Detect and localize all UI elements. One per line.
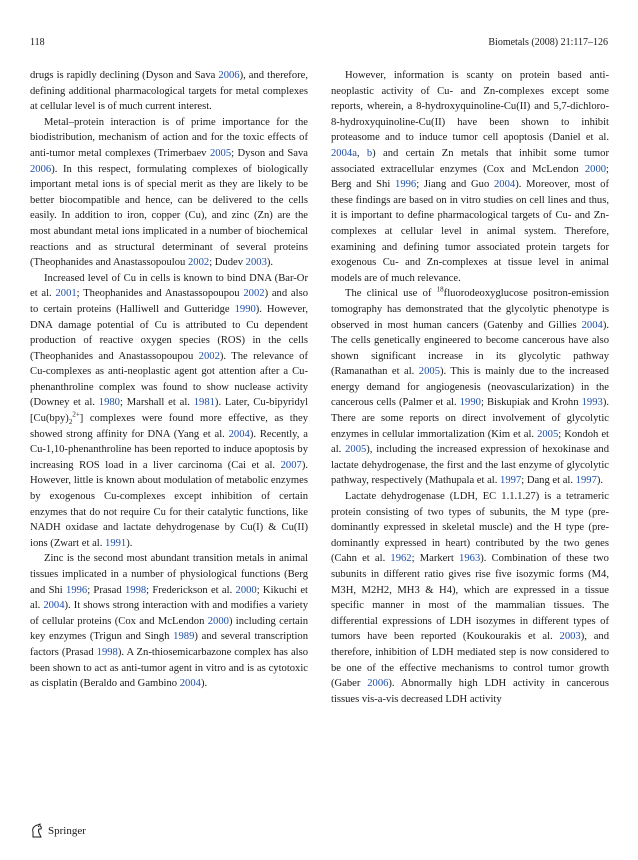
citation-link[interactable]: 2002 bbox=[243, 288, 265, 300]
page-number: 118 bbox=[30, 37, 45, 48]
citation-link[interactable]: 1989 bbox=[173, 631, 195, 643]
citation-link[interactable]: 1997 bbox=[500, 475, 522, 487]
citation-link[interactable]: 1990 bbox=[459, 397, 481, 409]
citation-link[interactable]: 2006 bbox=[218, 70, 240, 81]
citation-link[interactable]: 2000 bbox=[584, 163, 607, 175]
paragraph: Increased level of Cu in cells is known to bind DNA (Bar-Or et al. 2001; Theophanides and Anastassopoupou 2002) and also to certain proteins (Halliwell and Gutteridge 1990). However, DNA damage potential of Cu is attributed to Cu dependent production of reactive oxygen species (ROS) in the cells (Theophanides and Anastassopoupou 2002). The relevance of Cu-complexes as anti-neoplastic agent got attention after a Cu-phenanthroline complex was found to show nuclease activity (Downey et al. 1980; Marshall et al. 1981). Later, Cu-bipyridyl $[Cu(bpy)_2^{2+}]$ complexes were found more effective, as they showed strong affinity for DNA (Yang et al. 2004). Recently, a Cu-1,10-phenanthroline has been reported to induce apoptosis by increasing ROS load in a liver carcinoma (Cai et al. 2007). However, little is known about modulation of metabolic enzymes by exogenous Cu-complexes except inhibition of certain enzymes that do not require Cu for their catalytic functions, like NADH oxidase and lactate dehydrogenase by Cu(I) & Cu(II) ions (Zwart et al. 1991). bbox=[30, 272, 309, 549]
citation-link[interactable]: 2005 bbox=[345, 444, 367, 456]
citation-link[interactable]: 2002 bbox=[198, 350, 220, 362]
publisher-name: Springer bbox=[48, 825, 86, 837]
citation-link[interactable]: 2005 bbox=[209, 147, 232, 159]
springer-horse-icon bbox=[30, 823, 44, 839]
paragraph: Lactate dehydrogenase (LDH, EC 1.1.1.27) is a tetrameric protein consisting of two types of subunits, the M type (pre-dominantly expressed in skeletal muscle) and the H type (pre-dominantly expressed in heart) contributed by the two genes (Cahn et al. 1962; Markert 1963). Combination of these two subunits in different ratio gives rise five isozymic forms (M4, M3H, M2H2, MH3 & H4), which are expressed in a tissue specific manner in most of the mammalian tissues. The differential expressions of LDH isozymes in different types of tumors have been reported (Koukourakis et al. 2003), and therefore, inhibition of LDH mediated step is now considered to be one of the effective mechanisms to control tumor growth (Gaber 2006). Abnormally high LDH activity in cancerous tissues vis-a-vis decreased LDH activity bbox=[331, 491, 609, 705]
left-column bbox=[30, 68, 308, 692]
citation-link[interactable]: 2005 bbox=[537, 428, 559, 440]
journal-reference: Biometals (2008) 21:117–126 bbox=[488, 37, 608, 48]
citation-link[interactable]: 2004 bbox=[494, 179, 516, 191]
citation-link[interactable]: 1981 bbox=[193, 397, 215, 409]
citation-link[interactable]: 2004 bbox=[179, 678, 201, 690]
subscript: 2 bbox=[68, 418, 73, 427]
citation-link[interactable]: 2003 bbox=[245, 257, 267, 269]
citation-link[interactable]: 2002 bbox=[188, 257, 210, 269]
citation-link[interactable]: 2006 bbox=[30, 163, 52, 175]
citation-link[interactable]: 2004a bbox=[331, 147, 357, 159]
paragraph: However, information is scanty on protein based anti-neoplastic activity of Cu- and Zn-complexes except some reports, wherein, a 8-hydroxyquinoline-Cu(II) and 5,7-dichloro-8-hydroxyquinoline-Cu(II) have been shown to inhibit proteasome and to induce tumor cell apoptosis (Daniel et al. 2004a, b) and certain Zn metals that inhibit some tumor associated extracellular enzymes (Cox and McLendon 2000; Berg and Shi 1996; Jiang and Guo 2004). Moreover, most of these findings are based on in vitro studies on cell lines and thus, it is important to define pharmacological targets of Cu- and Zn-complexes at cellular level in animal system. Therefore, examining and defining tumor associated protein targets for exogenous Cu- and Zn-complexes at tissue level in animal models are of much relevance. bbox=[331, 70, 609, 284]
superscript: 2+ bbox=[72, 410, 80, 419]
citation-link[interactable]: 2006 bbox=[367, 678, 389, 690]
page-header bbox=[30, 37, 608, 53]
page-footer bbox=[30, 823, 86, 839]
citation-link[interactable]: 2004 bbox=[228, 428, 250, 440]
citation-link[interactable]: 2000 bbox=[235, 584, 257, 596]
citation-link[interactable]: 1990 bbox=[234, 303, 256, 315]
paragraph: drugs is rapidly declining (Dyson and Sava 2006), and therefore, defining additional pharmacological targets for metal complexes at cellular level is of much current interest. bbox=[30, 70, 308, 113]
paragraph: The clinical use of $^{18}$fluorodeoxyglucose positron-emission tomography has demonstrated that the glycolytic phenotype is observed in most human cancers (Gatenby and Gillies 2004). The cells genetically engineered to become cancerous have also shown significant increase in its glycolytic pathway (Ramanathan et al. 2005). This is mainly due to the increased energy demand for angiogenesis (neovascularization) in the cancerous cells (Palmer et al. 1990; Biskupiak and Krohn 1993). There are some reports on direct involvement of glycolytic enzymes in cellular immortalization (Kim et al. 2005; Kondoh et al. 2005), including the increased expression of hexokinase and lactate dehydrogenase, the first and the last enzyme of glycolytic pathway, respectively (Mathupala et al. 1997; Dang et al. 1997). bbox=[331, 285, 609, 487]
citation-link[interactable]: 1963 bbox=[459, 553, 481, 565]
citation-link[interactable]: 2001 bbox=[55, 288, 77, 300]
citation-link[interactable]: 1996 bbox=[66, 584, 88, 596]
citation-link[interactable]: 1991 bbox=[105, 537, 127, 549]
citation-link[interactable]: 2004 bbox=[43, 600, 65, 612]
citation-link[interactable]: 2003 bbox=[559, 631, 581, 643]
citation-link[interactable]: 2007 bbox=[280, 459, 302, 471]
citation-link[interactable]: 1993 bbox=[581, 397, 603, 409]
citation-link[interactable]: 1998 bbox=[124, 584, 147, 596]
citation-link[interactable]: 1962 bbox=[390, 553, 412, 565]
citation-link[interactable]: 1980 bbox=[98, 397, 120, 409]
citation-link[interactable]: 2000 bbox=[207, 615, 229, 627]
superscript: 18 bbox=[436, 285, 444, 294]
citation-link[interactable]: 2005 bbox=[418, 366, 440, 378]
citation-link[interactable]: 1998 bbox=[96, 646, 118, 658]
paragraph: Metal–protein interaction is of prime importance for the biodistribution, mechanism of action and for the toxic effects of anti-tumor metal complexes (Trimerbaev 2005; Dyson and Sava 2006). In this respect, formulating complexes of biologically important metal ions is of special merit as they are likely to be better biocompatible and hence, can be delivered to the cells easily. In addition to iron, copper (Cu), and zinc (Zn) are the most abundant metal ions implicated in a number of biochemical reactions and as structural determinant of several proteins (Theophanides and Anastassopoulou 2002; Dudev 2003). bbox=[30, 116, 308, 269]
citation-link[interactable]: 1997 bbox=[575, 475, 597, 487]
citation-link[interactable]: 1996 bbox=[395, 179, 417, 191]
citation-link[interactable]: b bbox=[366, 147, 373, 159]
citation-link[interactable]: 2004 bbox=[581, 319, 603, 331]
paragraph: Zinc is the second most abundant transition metals in animal tissues implicated in a number of physiological functions (Berg and Shi 1996; Prasad 1998; Frederickson et al. 2000; Kikuchi et al. 2004). It shows strong interaction with and modifies a variety of cellular proteins (Cox and McLendon 2000) including certain key enzymes (Trigun and Singh 1989) and several transcription factors (Prasad 1998). A Zn-thiosemicarbazone complex has also been shown to act as anti-tumor agent in vitro and is as cytotoxic as cisplatin (Beraldo and Gambino 2004). bbox=[30, 553, 309, 690]
right-column bbox=[331, 68, 609, 707]
